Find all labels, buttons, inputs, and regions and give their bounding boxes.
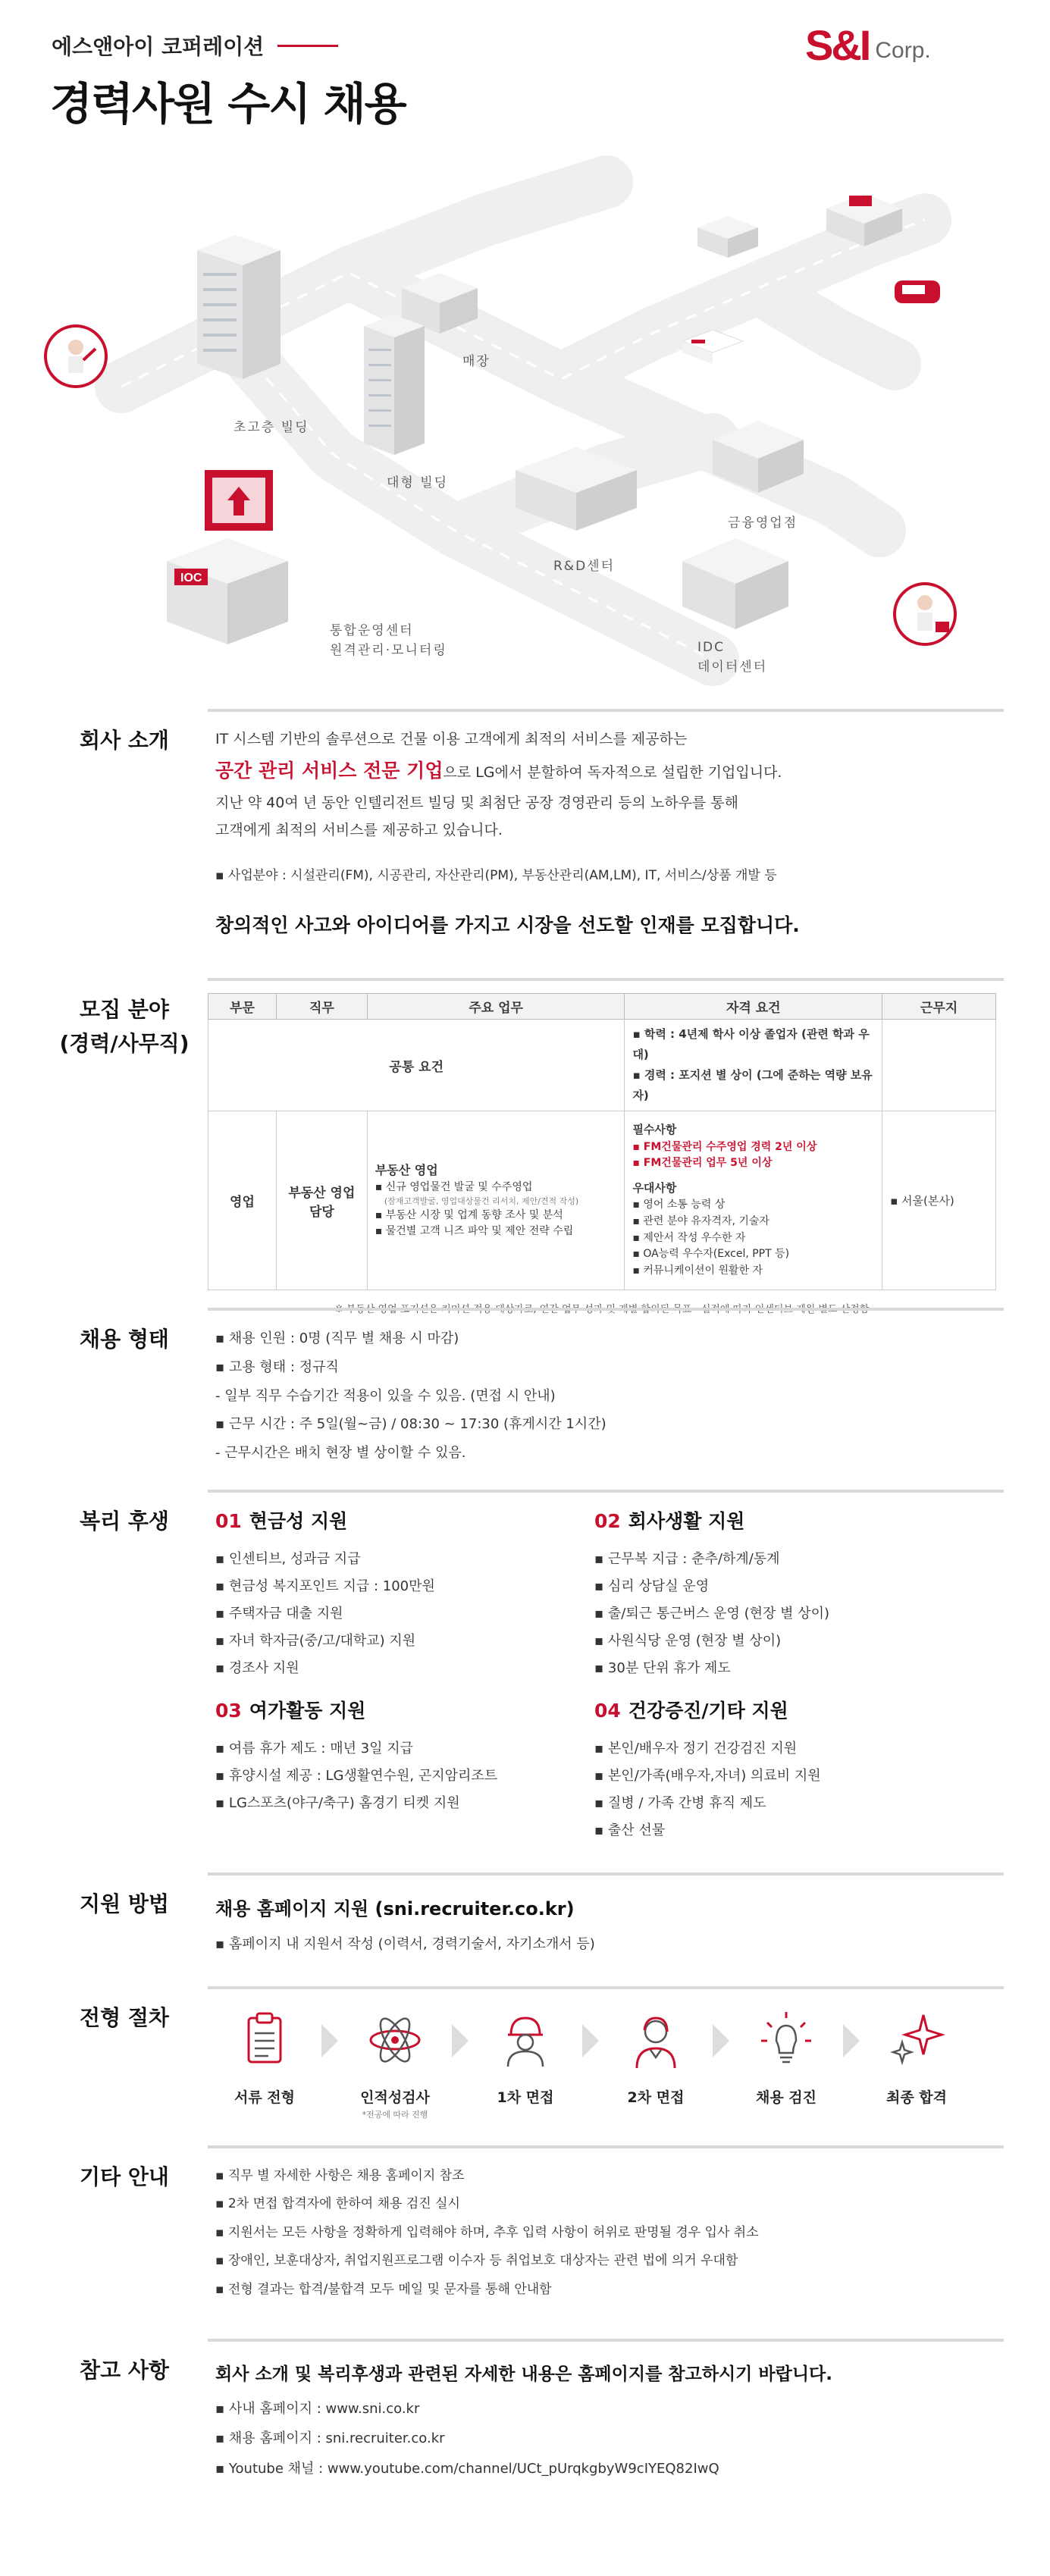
process-step-label: 인적성검사	[360, 2089, 430, 2106]
list-item: ▪ 출/퇴근 통근버스 운영 (현장 별 상이)	[594, 1606, 830, 1622]
common-label: 공통 요건	[208, 1020, 625, 1111]
about-line2	[215, 753, 1004, 789]
cell-pref-4: ▪ OA능력 우수자(Excel, PPT 등)	[632, 1248, 790, 1261]
about-highlight: 공간 관리 서비스 전문 기업	[215, 760, 444, 782]
section-reference	[49, 2339, 1004, 2521]
sparkle-icon	[884, 2007, 949, 2073]
page-title: 경력사원 수시 채용	[50, 78, 406, 130]
list-item: ▪ 30분 단위 휴가 제도	[594, 1660, 731, 1676]
large-building	[364, 315, 425, 455]
process-steps	[208, 2007, 973, 2120]
process-step	[599, 2007, 713, 2107]
section-title-recruit	[49, 993, 200, 1061]
reference-link-youtube[interactable]: ▪ Youtube 채널 : www.youtube.com/channel/UCt_pUrqkgbyW9cIYEQ82IwQ	[215, 2460, 719, 2477]
benefit-items	[594, 1546, 973, 1682]
recruit-table	[208, 993, 996, 1290]
section-about	[49, 709, 1004, 967]
benefit-title	[215, 1696, 594, 1723]
cell-duty-title: 부동산 영업	[375, 1162, 438, 1177]
list-item: ▪ 자녀 학자금(중/고/대학교) 지원	[215, 1633, 416, 1649]
cell-location: ▪ 서울(본사)	[882, 1111, 996, 1290]
section-title-about: 회사 소개	[80, 728, 169, 753]
benefit-group-health	[594, 1696, 973, 1844]
cell-req-1: ▪ FM건물관리 수주영업 경력 2년 이상	[632, 1140, 817, 1153]
employment-line: - 근무시간은 배치 현장 별 상이할 수 있음.	[215, 1445, 466, 1462]
chevron-right-icon	[843, 2024, 860, 2057]
ioc-sign-text: IOC	[180, 572, 202, 584]
worker-icon	[493, 2007, 558, 2073]
cell-duty	[367, 1111, 625, 1290]
chevron-right-icon	[582, 2024, 599, 2057]
table-header-row	[208, 994, 996, 1020]
title-dash	[277, 45, 338, 47]
about-line4: 고객에게 최적의 서비스를 제공하고 있습니다.	[215, 821, 503, 838]
about-line1: IT 시스템 기반의 솔루션으로 건물 이용 고객에게 최적의 서비스를 제공하는	[215, 731, 688, 747]
city-illustration	[30, 136, 1016, 697]
section-apply	[49, 1872, 1004, 1979]
reference-headline: 회사 소개 및 복리후생과 관련된 자세한 내용은 홈페이지를 참고하시기 바랍니다.	[215, 2364, 832, 2384]
cell-duty-1-sub: (잠재고객발굴, 영업대상물건 리서치, 제안/견적 작성)	[384, 1196, 579, 1206]
apply-line: ▪ 홈페이지 내 지원서 작성 (이력서, 경력기술서, 자기소개서 등)	[215, 1935, 595, 1952]
benefit-num: 01	[215, 1510, 242, 1532]
cell-requirements	[625, 1111, 882, 1290]
recruit-table-wrap	[208, 993, 996, 1315]
logo	[805, 21, 931, 69]
logo-mark: S&I	[805, 21, 870, 69]
reference-link-recruit[interactable]: ▪ 채용 홈페이지 : sni.recruiter.co.kr	[215, 2430, 445, 2447]
person-right-icon	[895, 584, 955, 644]
list-item: ▪ LG스포츠(야구/축구) 홈경기 티켓 지원	[215, 1795, 460, 1811]
common-req-2: ▪ 경력 : 포지션 별 상이 (그에 준하는 역량 보유자)	[632, 1068, 873, 1102]
list-item: ▪ 본인/가족(배우자,자녀) 의료비 지원	[594, 1768, 821, 1784]
common-req	[625, 1020, 882, 1111]
cell-pref-3: ▪ 제안서 작성 우수한 자	[632, 1231, 746, 1244]
cell-req-2: ▪ FM건물관리 업무 5년 이상	[632, 1157, 773, 1170]
process-step-sub: *전공에 따라 진행	[362, 2110, 428, 2120]
list-item: ▪ 2차 면접 합격자에 한하여 채용 검진 실시	[215, 2196, 460, 2212]
list-item: ▪ 인센티브, 성과금 지급	[215, 1551, 361, 1567]
apply-body	[215, 1889, 1004, 1959]
employment-line: ▪ 근무 시간 : 주 5일(월~금) / 08:30 ~ 17:30 (휴게시간 1시간)	[215, 1416, 606, 1433]
about-body	[215, 725, 1004, 944]
section-recruit	[49, 978, 1004, 1277]
chevron-right-icon	[321, 2024, 338, 2057]
section-divider	[208, 1986, 1004, 1989]
cell-duty-2: ▪ 부동산 시장 및 업계 동향 조사 및 분석	[375, 1209, 563, 1222]
process-step-label: 서류 전형	[234, 2089, 296, 2106]
list-item: ▪ 경조사 지원	[215, 1660, 299, 1676]
section-divider	[208, 2145, 1004, 2148]
about-closing: 창의적인 사고와 아이디어를 가지고 시장을 선도할 인재를 모집합니다.	[215, 914, 800, 937]
label-ops-center-line1: 통합운영센터	[330, 623, 414, 638]
person-left-icon	[45, 326, 106, 387]
about-line3: 지난 약 40여 년 동안 인텔리전트 빌딩 및 최첨단 공장 경영관리 등의 노하우를 통해	[215, 794, 739, 811]
list-item: ▪ 직무 별 자세한 사항은 채용 홈페이지 참조	[215, 2168, 465, 2183]
benefit-num: 04	[594, 1700, 621, 1722]
process-step-label: 채용 검진	[755, 2089, 817, 2106]
section-divider	[208, 1308, 1004, 1311]
cell-duty-3: ▪ 물건별 고객 니즈 파악 및 제안 전략 수립	[375, 1225, 574, 1238]
list-item: ▪ 본인/배우자 정기 건강검진 지원	[594, 1741, 798, 1757]
th-job: 직무	[276, 994, 367, 1020]
label-large-building: 대형 빌딩	[387, 475, 449, 490]
benefit-title-text: 회사생활 지원	[628, 1510, 745, 1532]
cell-pref-2: ▪ 관련 분야 유자격자, 기술자	[632, 1214, 769, 1227]
label-idc-line2: 데이터센터	[697, 659, 768, 675]
reference-link-homepage[interactable]: ▪ 사내 홈페이지 : www.sni.co.kr	[215, 2400, 420, 2417]
table-row	[208, 1111, 996, 1290]
list-item: ▪ 근무복 지급 : 춘추/하계/동계	[594, 1551, 780, 1567]
section-divider	[208, 1490, 1004, 1493]
section-divider	[208, 709, 1004, 712]
about-business: ▪ 사업분야 : 시설관리(FM), 시공관리, 자산관리(PM), 부동산관리(AM,LM), IT, 서비스/상품 개발 등	[215, 867, 777, 883]
company-name	[52, 30, 338, 61]
process-step	[860, 2007, 973, 2107]
benefit-group-worklife	[594, 1506, 973, 1682]
label-finance: 금융영업점	[728, 516, 798, 531]
label-idc	[697, 638, 767, 677]
th-requirements: 자격 요건	[625, 994, 882, 1020]
benefit-title-text: 건강증진/기타 지원	[628, 1700, 788, 1722]
section-divider	[208, 978, 1004, 981]
idc-building	[682, 538, 788, 629]
benefit-title	[594, 1696, 973, 1723]
list-item: ▪ 지원서는 모든 사항을 정확하게 입력해야 하며, 추후 입력 사항이 허위로 판명될 경우 입사 취소	[215, 2224, 759, 2240]
benefit-title-text: 현금성 지원	[249, 1510, 348, 1532]
cell-duty-1: ▪ 신규 영업물건 발굴 및 수주영업	[375, 1180, 533, 1193]
section-title-reference: 참고 사항	[80, 2358, 169, 2383]
common-req-1: ▪ 학력 : 4년제 학사 이상 졸업자 (관련 학과 우대)	[632, 1027, 870, 1061]
list-item: ▪ 주택자금 대출 지원	[215, 1606, 343, 1622]
label-highrise: 초고층 빌딩	[234, 420, 309, 435]
list-item: ▪ 현금성 복지포인트 지급 : 100만원	[215, 1578, 435, 1594]
highrise-building	[197, 235, 281, 379]
lightbulb-icon	[754, 2007, 819, 2073]
label-ops-center	[330, 622, 447, 660]
common-empty	[882, 1020, 996, 1111]
about-line2-rest: 으로 LG에서 분할하여 독자적으로 설립한 기업입니다.	[443, 764, 782, 782]
list-item: ▪ 출산 선물	[594, 1822, 666, 1838]
benefit-title-text: 여가활동 지원	[249, 1700, 366, 1722]
benefit-title	[215, 1506, 594, 1534]
chevron-right-icon	[452, 2024, 469, 2057]
benefit-items	[594, 1735, 973, 1844]
section-divider	[208, 2339, 1004, 2342]
benefit-items	[215, 1735, 594, 1817]
apply-headline: 채용 홈페이지 지원 (sni.recruiter.co.kr)	[215, 1898, 575, 1919]
clipboard-icon	[232, 2007, 297, 2073]
th-division: 부문	[208, 994, 277, 1020]
th-duty: 주요 업무	[367, 994, 625, 1020]
company-name-text: 에스앤아이 코퍼레이션	[52, 34, 265, 59]
section-title-recruit-line1: 모집 분야	[80, 997, 169, 1022]
section-welfare	[49, 1490, 1004, 1869]
label-rnd: R&D센터	[553, 559, 616, 574]
label-store: 매장	[462, 354, 491, 369]
section-divider	[208, 1872, 1004, 1876]
list-item: ▪ 심리 상담실 운영	[594, 1578, 710, 1594]
benefit-group-cash	[215, 1506, 594, 1682]
cell-pref-5: ▪ 커뮤니케이션이 원활한 자	[632, 1264, 763, 1277]
chevron-right-icon	[713, 2024, 729, 2057]
list-item: ▪ 사원식당 운영 (현장 별 상이)	[594, 1633, 782, 1649]
label-ops-center-line2: 원격관리·모니터링	[330, 642, 447, 658]
table-row-common	[208, 1020, 996, 1111]
list-item: ▪ 전형 결과는 합격/불합격 모두 메일 및 문자를 통해 안내함	[215, 2281, 552, 2297]
employment-line: ▪ 고용 형태 : 정규직	[215, 1359, 339, 1375]
process-step	[729, 2007, 843, 2107]
employment-line: - 일부 직무 수습기간 적용이 있을 수 있음. (면접 시 안내)	[215, 1387, 556, 1404]
benefit-num: 02	[594, 1510, 621, 1532]
employment-body	[215, 1324, 1004, 1468]
process-step	[469, 2007, 582, 2107]
benefit-group-leisure	[215, 1696, 594, 1817]
process-step	[338, 2007, 452, 2120]
benefit-title	[594, 1506, 973, 1534]
benefit-num: 03	[215, 1700, 242, 1722]
list-item: ▪ 여름 휴가 제도 : 매년 3일 지급	[215, 1741, 414, 1757]
section-title-employment: 채용 형태	[80, 1327, 169, 1352]
list-item: ▪ 휴양시설 제공 : LG생활연수원, 곤지암리조트	[215, 1768, 498, 1784]
label-idc-line1: IDC	[697, 640, 725, 655]
section-title-welfare: 복리 후생	[80, 1509, 169, 1534]
process-step-label: 1차 면접	[497, 2089, 554, 2106]
reference-body	[215, 2355, 1004, 2484]
benefit-items	[215, 1546, 594, 1682]
cell-pref-1: ▪ 영어 소통 능력 상	[632, 1199, 726, 1211]
cell-pref-title: 우대사항	[632, 1180, 677, 1195]
list-item: ▪ 장애인, 보훈대상자, 취업지원프로그램 이수자 등 취업보호 대상자는 관련 법에 의거 우대함	[215, 2253, 738, 2269]
process-step	[208, 2007, 321, 2107]
atom-icon	[362, 2007, 428, 2073]
th-location: 근무지	[882, 994, 996, 1020]
section-title-apply: 지원 방법	[80, 1891, 169, 1916]
list-item: ▪ 질병 / 가족 간병 휴직 제도	[594, 1795, 766, 1811]
city-map-graphic	[30, 136, 1016, 697]
section-title-etc: 기타 안내	[80, 2164, 169, 2189]
section-title-process: 전형 절차	[80, 2005, 169, 2030]
cell-job	[276, 1111, 367, 1290]
cell-job-line2: 담당	[309, 1204, 334, 1220]
section-etc	[49, 2145, 1004, 2327]
process-step-label: 2차 면접	[627, 2089, 685, 2106]
employment-line: ▪ 채용 인원 : 0명 (직무 별 채용 시 마감)	[215, 1330, 459, 1346]
logo-corp: Corp.	[875, 38, 931, 63]
cell-req-title: 필수사항	[632, 1123, 677, 1137]
section-process	[49, 1986, 1004, 2138]
cell-division: 영업	[208, 1111, 277, 1290]
section-employment	[49, 1308, 1004, 1474]
etc-body	[215, 2162, 1004, 2304]
interviewer-icon	[623, 2007, 688, 2073]
ioc-center-building	[167, 470, 288, 644]
process-step-label: 최종 합격	[885, 2089, 948, 2106]
section-title-recruit-line2: (경력/사무직)	[59, 1030, 190, 1056]
cell-job-line1: 부동산 영업	[288, 1185, 356, 1201]
